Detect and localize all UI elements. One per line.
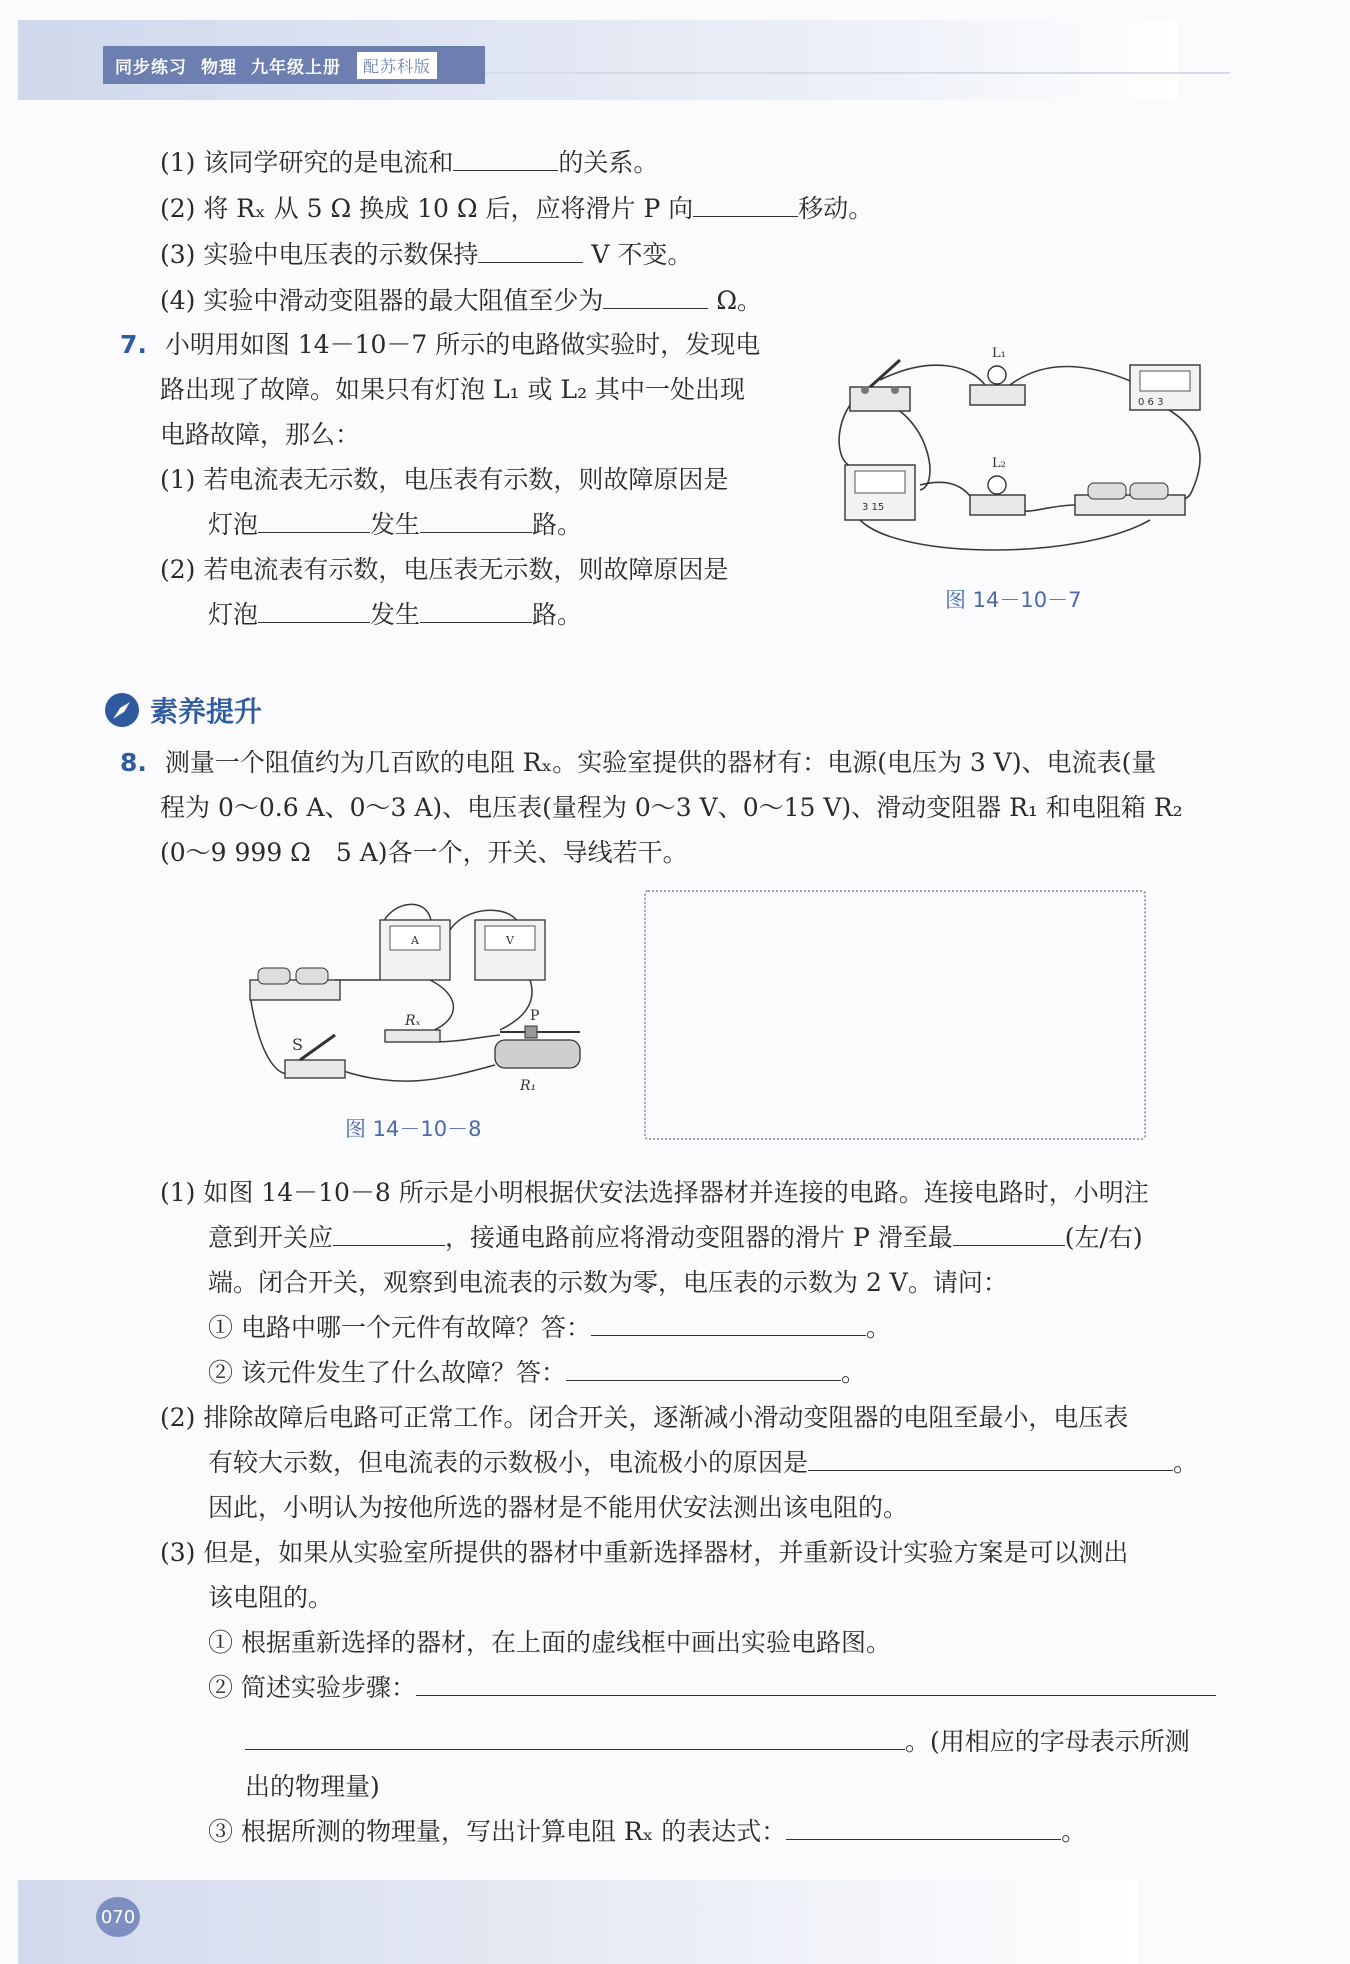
q8-p2-line-1: (2) 排除故障后电路可正常工作。闭合开关，逐渐减小滑动变阻器的电阻至最小，电压表 — [160, 1403, 1129, 1432]
q8-p1-line-3: 端。闭合开关，观察到电流表的示数为零，电压表的示数为 2 V。请问： — [208, 1268, 1008, 1297]
q6-item-4: (4) 实验中滑动变阻器的最大阻值至少为 Ω。 — [160, 286, 763, 315]
figure-14-10-8-caption: 图 14－10－8 — [345, 1117, 482, 1141]
q7-item-1-answer: 灯泡 发生 路。 — [208, 510, 583, 539]
ammeter-scale: 3 15 — [862, 502, 885, 513]
q8-p3-question-2-note: 出的物理量) — [245, 1772, 380, 1801]
switch-component — [850, 360, 910, 411]
q7-item-1: (1) 若电流表无示数，电压表有示数，则故障原因是 — [160, 465, 729, 494]
label-l1: L₁ — [992, 346, 1006, 361]
q6-item-1: (1) 该同学研究的是电流和 的关系。 — [160, 148, 659, 177]
figure-14-10-7 — [820, 345, 1220, 565]
q8-p1-line-2: 意到开关应 ，接通电路前应将滑动变阻器的滑片 P 滑至最 (左/右) — [208, 1223, 1143, 1252]
header-subject: 物理 — [201, 57, 237, 78]
voltmeter-scale: 0 6 3 — [1138, 397, 1164, 408]
q8-p3-question-3: ③ 根据所测的物理量，写出计算电阻 Rₓ 的表达式： 。 — [208, 1817, 1087, 1846]
q7-line-1: 7. 小明用如图 14－10－7 所示的电路做实验时，发现电 — [120, 330, 761, 359]
ammeter — [845, 465, 915, 520]
q8-line-2: 程为 0～0.6 A、0～3 A)、电压表(量程为 0～3 V、0～15 V)、滑动变阻器 R₁ 和电阻箱 R₂ — [160, 793, 1183, 822]
fig8-battery — [250, 968, 340, 1000]
q7-item-2: (2) 若电流表有示数，电压表无示数，则故障原因是 — [160, 555, 729, 584]
q7-item-2-answer: 灯泡 发生 路。 — [208, 600, 583, 629]
bulb-l2 — [970, 456, 1025, 515]
rocket-icon — [104, 692, 140, 728]
figure-14-10-8 — [240, 900, 610, 1100]
q8-p3-question-1: ① 根据重新选择的器材，在上面的虚线框中画出实验电路图。 — [208, 1628, 891, 1657]
fig8-resistor-rx — [385, 1013, 440, 1042]
header-grade: 九年级上册 — [251, 57, 341, 78]
section-title: 素养提升 — [150, 695, 263, 728]
q6-item-2: (2) 将 Rₓ 从 5 Ω 换成 10 Ω 后，应将滑片 P 向 移动。 — [160, 194, 874, 223]
fig8-switch — [285, 1035, 345, 1078]
fig8-ammeter — [380, 920, 450, 980]
header-rule — [485, 72, 1230, 74]
q7-line-2: 路出现了故障。如果只有灯泡 L₁ 或 L₂ 其中一处出现 — [160, 375, 746, 404]
voltmeter — [1130, 365, 1200, 410]
fig8-rheostat — [495, 1008, 580, 1094]
q8-p1-question-2: ② 该元件发生了什么故障？答： 。 — [208, 1358, 866, 1387]
q8-p3-question-2: ② 简述实验步骤： — [208, 1671, 1216, 1705]
label-l2: L₂ — [992, 456, 1006, 471]
q6-item-3: (3) 实验中电压表的示数保持 V 不变。 — [160, 240, 693, 269]
label-s: S — [292, 1035, 303, 1054]
q8-p1-line-1: (1) 如图 14－10－8 所示是小明根据伏安法选择器材并连接的电路。连接电路时，小明注 — [160, 1178, 1149, 1207]
q7-number: 7. — [120, 330, 147, 359]
page-number: 070 — [96, 1897, 140, 1937]
q8-p2-line-3: 因此，小明认为按他所选的器材是不能用伏安法测出该电阻的。 — [208, 1493, 909, 1522]
q8-number: 8. — [120, 748, 147, 777]
battery — [1075, 483, 1185, 515]
q8-line-1: 8. 测量一个阻值约为几百欧的电阻 Rₓ。实验室提供的器材有：电源(电压为 3 V)、电流表(量 — [120, 748, 1157, 777]
label-rx: Rₓ — [405, 1013, 421, 1029]
header-series: 同步练习 — [115, 57, 187, 78]
label-v: V — [506, 934, 514, 947]
q8-p2-line-2: 有较大示数，但电流表的示数极小，电流极小的原因是 。 — [208, 1448, 1199, 1477]
q8-line-3: (0～9 999 Ω 5 A)各一个，开关、导线若干。 — [160, 838, 688, 867]
label-a: A — [411, 934, 419, 947]
header-tab — [103, 46, 485, 84]
circuit-drawing-box[interactable] — [644, 890, 1146, 1140]
label-r1: R₁ — [520, 1078, 537, 1094]
header-edition: 配苏科版 — [357, 52, 437, 79]
q7-line-3: 电路故障，那么： — [160, 420, 361, 449]
figure-14-10-7-caption: 图 14－10－7 — [945, 588, 1082, 612]
q8-p3-question-2-cont: 。(用相应的字母表示所测 — [245, 1725, 1190, 1759]
footer-band — [18, 1880, 1138, 1964]
fig8-voltmeter — [475, 920, 545, 980]
bulb-l1 — [970, 346, 1025, 405]
q8-p1-question-1: ① 电路中哪一个元件有故障？答： 。 — [208, 1313, 891, 1342]
section-header — [104, 690, 262, 730]
q8-p3-line-2: 该电阻的。 — [208, 1583, 334, 1612]
q8-p3-line-1: (3) 但是，如果从实验室所提供的器材中重新选择器材，并重新设计实验方案是可以测出 — [160, 1538, 1129, 1567]
label-p: P — [530, 1008, 540, 1024]
